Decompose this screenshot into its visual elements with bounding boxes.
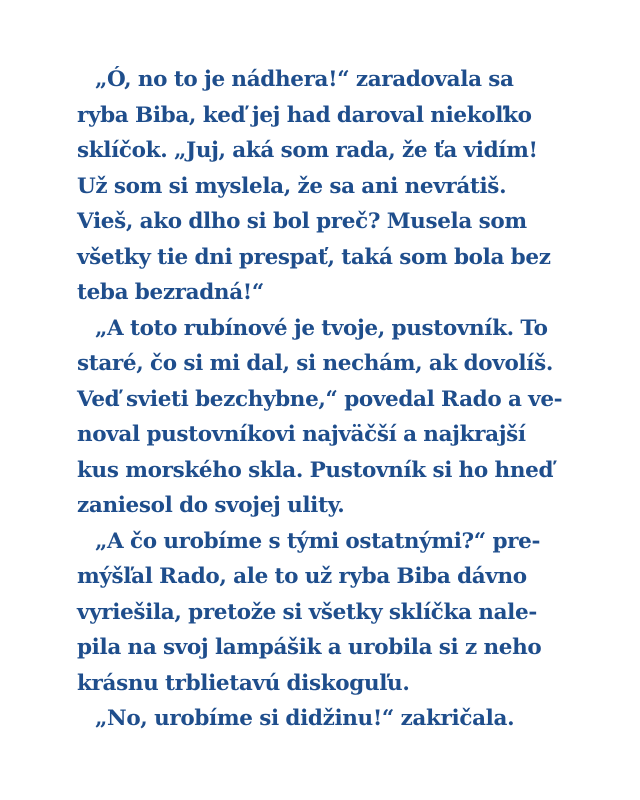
paragraph-4-line-1: „No, urobíme si didžinu!“ zakričala. bbox=[95, 706, 515, 731]
paragraph-1-line-6: všetky tie dni prespať, taká som bola bez bbox=[77, 244, 551, 270]
paragraph-2-line-4: noval pustovníkovi najväčší a najkrajší bbox=[77, 422, 526, 447]
paragraph-1-line-4: Už som si myslela, že sa ani nevrátiš. bbox=[77, 173, 507, 199]
paragraph-1-line-7: teba bezradná!“ bbox=[77, 280, 264, 305]
paragraph-2-line-5: kus morského skla. Pustovník si ho hneď bbox=[77, 457, 554, 483]
paragraph-3-line-3: vyriešila, pretože si všetky sklíčka nale- bbox=[77, 599, 537, 625]
paragraph-2-line-6: zaniesol do svojej ulity. bbox=[77, 493, 345, 518]
paragraph-1-line-3: sklíčok. „Juj, aká som rada, že ťa vidím! bbox=[77, 138, 538, 163]
paragraph-2-line-2: staré, čo si mi dal, si nechám, ak dovolíš. bbox=[77, 351, 553, 376]
paragraph-3-line-1: „A čo urobíme s tými ostatnými?“ pre- bbox=[95, 528, 541, 554]
paragraph-3-line-5: krásnu trblietavú diskoguľu. bbox=[77, 670, 410, 696]
paragraph-3-line-2: mýšľal Rado, ale to už ryba Biba dávno bbox=[77, 564, 527, 589]
paragraph-2-line-1: „A toto rubínové je tvoje, pustovník. To bbox=[95, 315, 548, 341]
paragraph-1-line-1: „Ó, no to je nádhera!“ zaradovala sa bbox=[95, 67, 514, 92]
paragraph-1-line-5: Vieš, ako dlho si bol preč? Musela som bbox=[77, 209, 527, 234]
paragraph-3-line-4: pila na svoj lampášik a urobila si z neho bbox=[77, 635, 542, 660]
story-text bbox=[77, 62, 577, 737]
paragraph-1-line-2: ryba Biba, keď jej had daroval niekoľko bbox=[77, 102, 532, 128]
paragraph-2-line-3: Veď svieti bezchybne,“ povedal Rado a ve- bbox=[77, 386, 563, 412]
